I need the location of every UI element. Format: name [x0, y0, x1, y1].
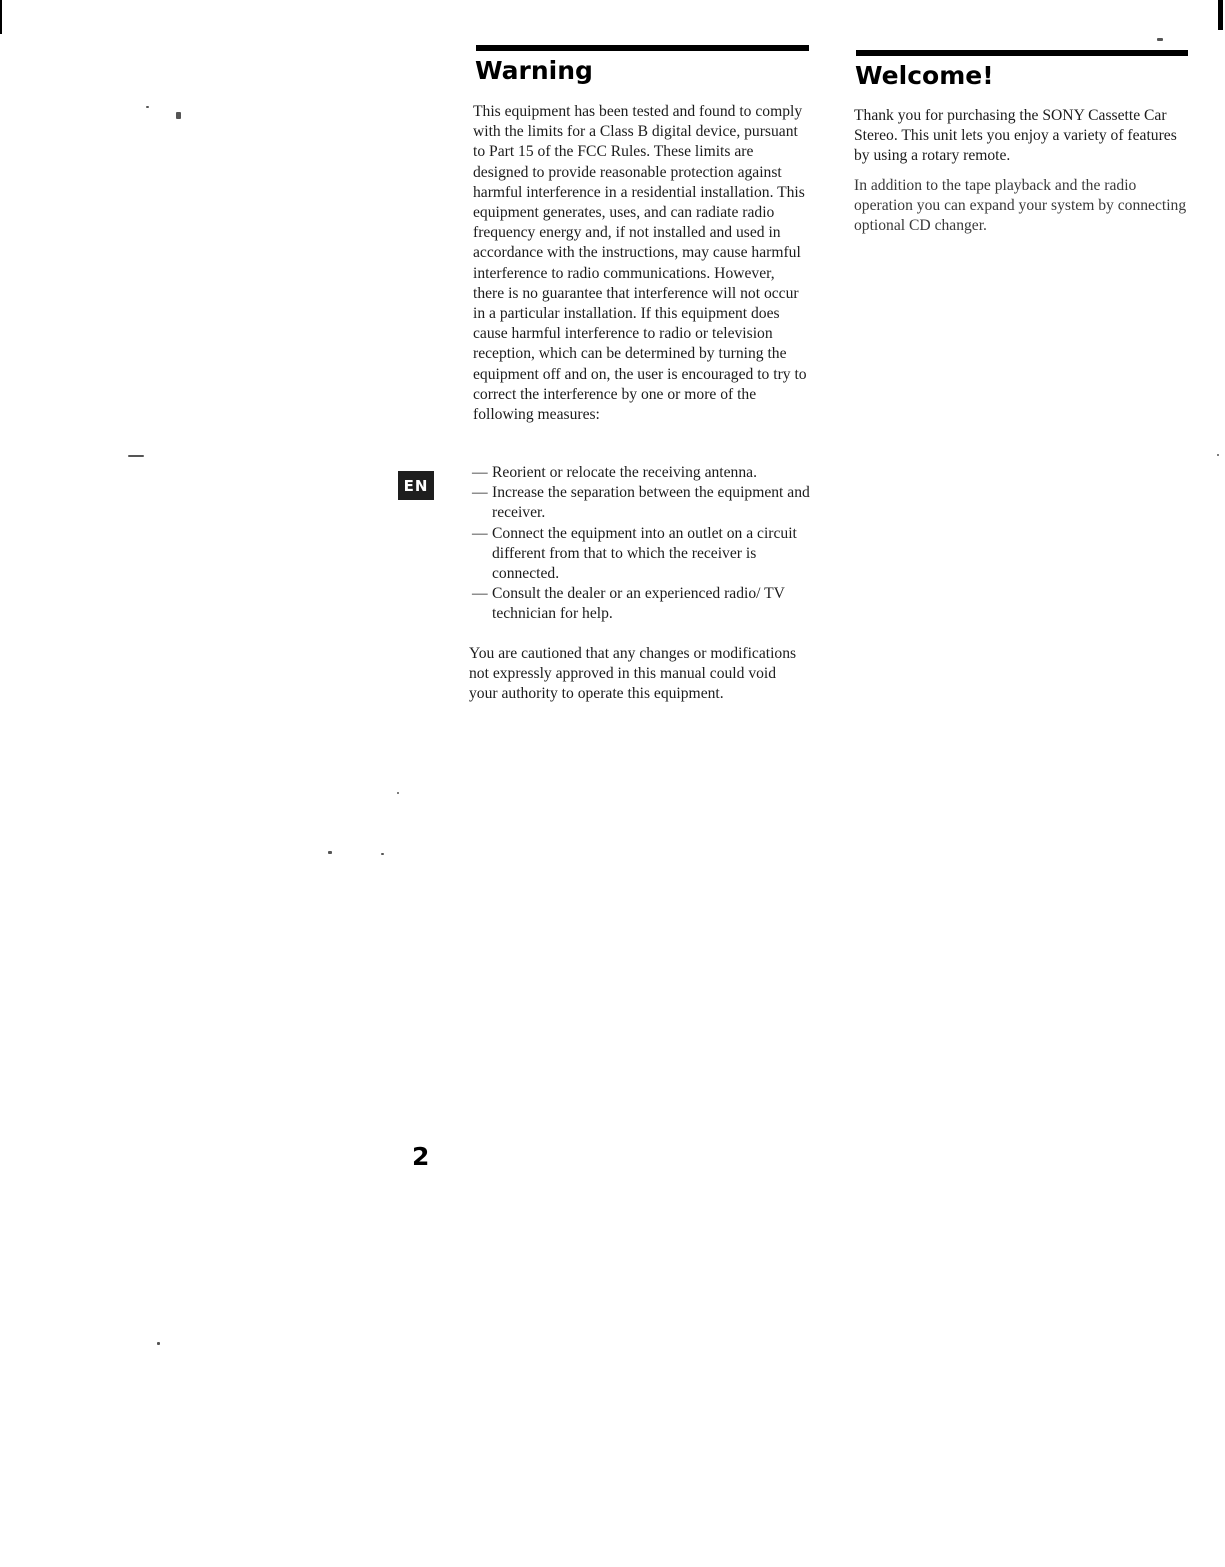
measure-text: Reorient or relocate the receiving antenna. [492, 464, 757, 481]
scan-speck [157, 1342, 160, 1345]
warning-paragraph-1: This equipment has been tested and found to comply with the limits for a Class B digital device, pursuant to Part 15 of the FCC Rules. These limits are designed to provide reasonable protection against harmful interference in a residential installation. This equipment generates, uses, and can radiate radio frequency energy and, if not installed and used in accordance with the instructions, may cause harmful interference to radio communications. However, there is no guarantee that interference will not occur in a particular installation. If this equipment does cause harmful interference to radio or television reception, which can be determined by turning the equipment off and on, the user is encouraged to try to correct the interference by one or more of the following measures: [473, 103, 807, 424]
measure-text: Connect the equipment into an outlet on a circuit different from that to which the receiver is connected. [492, 524, 797, 583]
scan-speck [328, 851, 332, 854]
list-dash: — [472, 464, 488, 481]
warning-measures-list [472, 463, 812, 625]
list-dash: — [472, 524, 488, 542]
list-dash: — [472, 585, 488, 603]
scan-speck [381, 853, 384, 855]
warning-paragraph-2: You are cautioned that any changes or modifications not expressly approved in this manual could void your authority to operate this equipment. [469, 645, 797, 703]
welcome-paragraph-2: In addition to the tape playback and the radio operation you can expand your system by connecting optional CD changer. [854, 177, 1187, 235]
scan-speck [146, 106, 149, 108]
measure-item [472, 584, 812, 624]
scan-edge-left [0, 0, 2, 34]
measure-text: Consult the dealer or an experienced radio/ TV technician for help. [492, 585, 785, 623]
welcome-heading-rule [856, 50, 1188, 56]
language-tab: EN [398, 471, 434, 500]
scan-edge-right [1218, 0, 1223, 30]
measure-text: Increase the separation between the equipment and receiver. [492, 484, 810, 522]
warning-heading-rule [476, 45, 809, 51]
scan-speck [128, 455, 144, 457]
warning-heading: Warning [475, 56, 593, 85]
welcome-paragraph-1: Thank you for purchasing the SONY Cassette Car Stereo. This unit lets you enjoy a variety of features by using a rotary remote. [854, 107, 1177, 165]
welcome-heading: Welcome! [855, 61, 994, 90]
page-number: 2 [412, 1142, 430, 1171]
scan-speck [1157, 38, 1163, 41]
measure-item [472, 463, 812, 483]
scan-speck [176, 112, 181, 119]
scan-speck [1217, 454, 1219, 456]
list-dash: — [472, 484, 488, 502]
scan-speck [397, 792, 399, 794]
measure-item [472, 524, 812, 585]
measure-item [472, 483, 812, 523]
